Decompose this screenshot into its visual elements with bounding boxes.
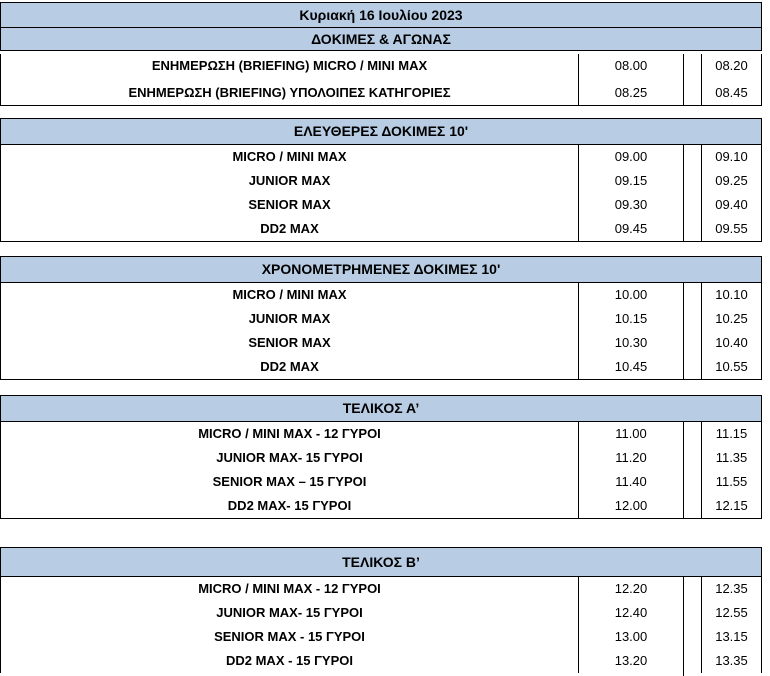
row-spacer-cell	[683, 217, 701, 241]
row-name: DD2 MAX - 15 ΓΥΡΟΙ	[0, 649, 578, 673]
row-spacer-cell	[683, 494, 701, 518]
row-start-time: 11.00	[578, 422, 683, 446]
row-end-time: 12.35	[701, 577, 762, 601]
table-row	[0, 649, 762, 676]
row-spacer-cell	[683, 470, 701, 494]
row-name: MICRO / MINI MAX - 12 ΓΥΡΟΙ	[0, 422, 578, 446]
row-end-time: 09.55	[701, 217, 762, 241]
row-start-time: 11.40	[578, 470, 683, 494]
row-end-time: 09.25	[701, 169, 762, 193]
row-start-time: 12.40	[578, 601, 683, 625]
row-spacer-cell	[683, 54, 701, 78]
row-end-time: 08.20	[701, 54, 762, 78]
row-end-time: 08.45	[701, 78, 762, 105]
row-start-time: 11.20	[578, 446, 683, 470]
row-end-time: 10.25	[701, 307, 762, 331]
table-row	[0, 470, 762, 494]
row-end-time: 09.40	[701, 193, 762, 217]
table-row	[0, 78, 762, 106]
section-title: ΤΕΛΙΚΟΣ Α’	[0, 395, 762, 422]
table-row	[0, 601, 762, 625]
row-start-time: 08.25	[578, 78, 683, 105]
row-start-time: 13.00	[578, 625, 683, 649]
row-end-time: 10.40	[701, 331, 762, 355]
row-name: SENIOR MAX – 15 ΓΥΡΟΙ	[0, 470, 578, 494]
row-end-time: 13.35	[701, 649, 762, 673]
row-name: MICRO / MINI MAX - 12 ΓΥΡΟΙ	[0, 577, 578, 601]
table-row	[0, 422, 762, 446]
table-row	[0, 217, 762, 242]
row-end-time: 12.15	[701, 494, 762, 518]
row-start-time: 09.30	[578, 193, 683, 217]
row-start-time: 10.45	[578, 355, 683, 379]
row-spacer-cell	[683, 193, 701, 217]
row-name: DD2 MAX	[0, 355, 578, 379]
row-spacer-cell	[683, 625, 701, 649]
table-row	[0, 307, 762, 331]
table-row	[0, 625, 762, 649]
row-name: MICRO / MINI MAX	[0, 145, 578, 169]
table-row	[0, 331, 762, 355]
table-row	[0, 193, 762, 217]
row-end-time: 10.10	[701, 283, 762, 307]
row-end-time: 11.55	[701, 470, 762, 494]
row-spacer-cell	[683, 331, 701, 355]
row-end-time: 09.10	[701, 145, 762, 169]
row-spacer-cell	[683, 283, 701, 307]
table-row	[0, 54, 762, 78]
row-start-time: 08.00	[578, 54, 683, 78]
row-name: SENIOR MAX	[0, 193, 578, 217]
row-spacer-cell	[683, 145, 701, 169]
table-row	[0, 446, 762, 470]
row-name: SENIOR MAX - 15 ΓΥΡΟΙ	[0, 625, 578, 649]
section-title: ΧΡΟΝΟΜΕΤΡΗΜΕΝΕΣ ΔΟΚΙΜΕΣ 10'	[0, 256, 762, 283]
row-start-time: 09.15	[578, 169, 683, 193]
row-name: MICRO / MINI MAX	[0, 283, 578, 307]
row-start-time: 12.00	[578, 494, 683, 518]
row-spacer-cell	[683, 577, 701, 601]
row-start-time: 10.00	[578, 283, 683, 307]
row-name: DD2 MAX	[0, 217, 578, 241]
table-row	[0, 494, 762, 519]
section-title: ΤΕΛΙΚΟΣ Β’	[0, 547, 762, 577]
date-title: Κυριακή 16 Ιουλίου 2023	[0, 2, 762, 28]
row-spacer-cell	[683, 307, 701, 331]
row-name: JUNIOR MAX	[0, 169, 578, 193]
row-spacer-cell	[683, 169, 701, 193]
row-spacer-cell	[683, 422, 701, 446]
row-spacer-cell	[683, 446, 701, 470]
row-end-time: 12.55	[701, 601, 762, 625]
row-end-time: 10.55	[701, 355, 762, 379]
row-name: JUNIOR MAX- 15 ΓΥΡΟΙ	[0, 446, 578, 470]
row-start-time: 09.00	[578, 145, 683, 169]
section-title: ΕΛΕΥΘΕΡΕΣ ΔΟΚΙΜΕΣ 10'	[0, 118, 762, 145]
row-spacer-cell	[683, 78, 701, 105]
row-end-time: 11.15	[701, 422, 762, 446]
row-start-time: 12.20	[578, 577, 683, 601]
row-start-time: 13.20	[578, 649, 683, 673]
row-name: JUNIOR MAX	[0, 307, 578, 331]
row-name: ΕΝΗΜΕΡΩΣΗ (BRIEFING) ΥΠΟΛΟΙΠΕΣ ΚΑΤΗΓΟΡΙΕΣ	[0, 78, 578, 105]
row-name: SENIOR MAX	[0, 331, 578, 355]
table-row	[0, 577, 762, 601]
section-title: ΔΟΚΙΜΕΣ & ΑΓΩΝΑΣ	[0, 27, 762, 51]
row-spacer-cell	[683, 649, 701, 676]
row-start-time: 09.45	[578, 217, 683, 241]
row-name: ΕΝΗΜΕΡΩΣΗ (BRIEFING) MICRO / MINI MAX	[0, 54, 578, 78]
table-row	[0, 169, 762, 193]
table-row	[0, 355, 762, 380]
row-name: JUNIOR MAX- 15 ΓΥΡΟΙ	[0, 601, 578, 625]
row-spacer-cell	[683, 355, 701, 379]
row-end-time: 13.15	[701, 625, 762, 649]
row-start-time: 10.30	[578, 331, 683, 355]
table-row	[0, 283, 762, 307]
table-row	[0, 145, 762, 169]
row-name: DD2 MAX- 15 ΓΥΡΟΙ	[0, 494, 578, 518]
row-spacer-cell	[683, 601, 701, 625]
row-end-time: 11.35	[701, 446, 762, 470]
row-start-time: 10.15	[578, 307, 683, 331]
